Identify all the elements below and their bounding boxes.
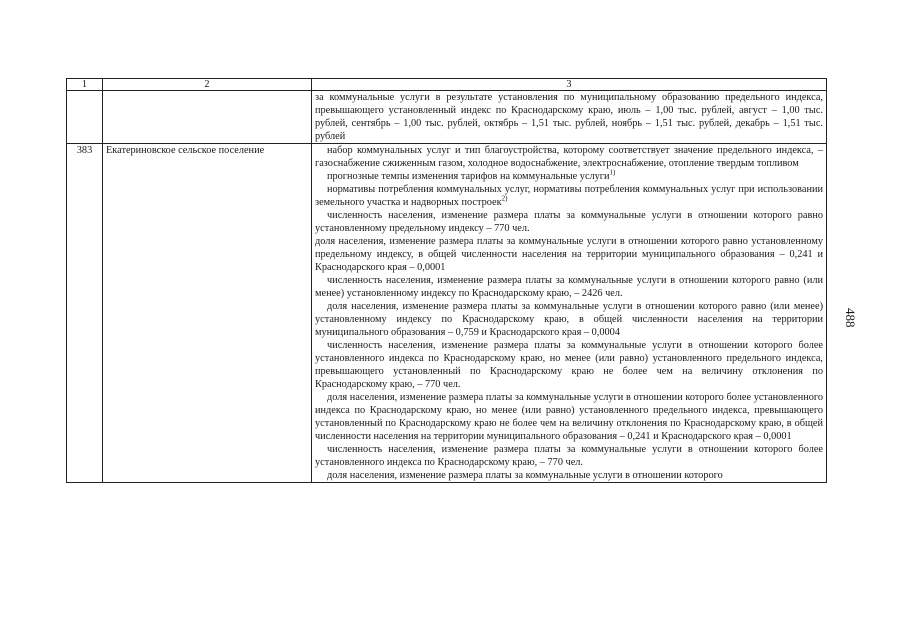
paragraph-3: нормативы потребления коммунальных услуг, нормативы потребления коммунальных услуг при использовании земельного участка и надворных построек$^{2)}$ [315, 184, 823, 208]
paragraph-9: доля населения, изменение размера платы за коммунальные услуги в отношении которого более установленного индекса по Краснодарскому краю, но менее (или равно) установленного предельного индекса, превышающего установленный по Краснодарскому краю не более чем на величину отклонения по Краснодарскому краю, в общей численности населения на территории муниципального образования – 0,241 и Краснодарского края – 0,0001 [315, 392, 823, 442]
municipality-name: Екатериновское сельское поселение [103, 144, 312, 483]
continued-text: за коммунальные услуги в результате установления по муниципальному образованию предельного индекса, превышающего установленный индекс по Краснодарскому краю, июль – 1,00 тыс. рублей, август – 1,00 тыс. рублей, сентябрь – 1,00 тыс. рублей, октябрь – 1,51 тыс. рублей, ноябрь – 1,51 тыс. рублей, декабрь – 1,51 тыс. рублей [315, 92, 823, 142]
document-table [66, 78, 827, 483]
row-number: 383 [67, 144, 103, 483]
header-col-1: 1 [67, 79, 103, 91]
table-row-383 [67, 144, 827, 483]
table-row-continued [67, 91, 827, 144]
paragraph-2: прогнозные темпы изменения тарифов на коммунальные услуги$^{1)}$ [327, 168, 616, 182]
paragraph-4: численность населения, изменение размера платы за коммунальные услуги в отношении которого равно установленному предельному индексу – 770 чел. [315, 210, 823, 234]
paragraph-8: численность населения, изменение размера платы за коммунальные услуги в отношении которого более установленного индекса по Краснодарскому краю, но менее (или равно) установленного предельного индекса, превышающего установленный по Краснодарскому краю не более чем на величину отклонения по Краснодарскому краю, – 770 чел. [315, 340, 823, 390]
paragraph-11: доля населения, изменение размера платы за коммунальные услуги в отношении которого [327, 470, 723, 481]
footnote-marker-2: 2) [501, 194, 508, 203]
paragraph-5: доля населения, изменение размера платы за коммунальные услуги в отношении которого равно установленному предельному индексу, в общей численности населения на территории муниципального образования – 0,241 и Краснодарского края – 0,0001 [315, 236, 823, 273]
paragraph-6: численность населения, изменение размера платы за коммунальные услуги в отношении которого равно (или менее) установленному индексу по Краснодарскому краю, – 2426 чел. [315, 275, 823, 299]
header-col-3: 3 [312, 79, 827, 91]
paragraph-1: набор коммунальных услуг и тип благоустройства, которому соответствует значение предельного индекса, – газоснабжение сжиженным газом, холодное водоснабжение, электроснабжение, отопление твердым топливом [315, 145, 823, 169]
paragraph-7: доля населения, изменение размера платы за коммунальные услуги в отношении которого равно (или менее) установленному индексу по Краснодарскому краю, в общей численности населения на территории муниципального образования – 0,759 и Краснодарского края – 0,0004 [315, 301, 823, 338]
page-number: 488 [843, 308, 858, 328]
header-col-2: 2 [103, 79, 312, 91]
footnote-marker-1: 1) [609, 168, 616, 177]
paragraph-10: численность населения, изменение размера платы за коммунальные услуги в отношении которого более установленного индекса по Краснодарскому краю, – 770 чел. [315, 444, 823, 468]
table-header-row [67, 79, 827, 91]
details-cell [312, 144, 827, 483]
continued-text-cell [312, 91, 827, 144]
